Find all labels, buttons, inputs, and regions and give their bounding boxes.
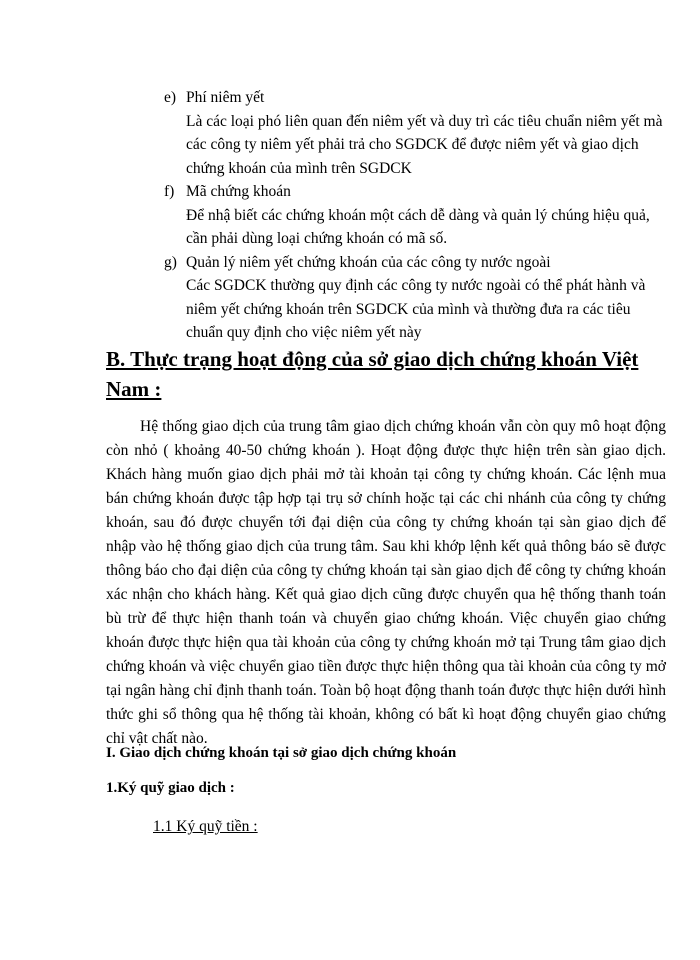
section-b-paragraph: Hệ thống giao dịch của trung tâm giao dịch chứng khoán vẫn còn quy mô hoạt động còn nhỏ ( khoảng 40-50 chứng khoán ). Hoạt động được thực hiện trên sàn giao dịch. Khách hàng muốn giao dịch phải mở tài khoản tại công ty chứng khoán. Các lệnh mua bán chứng khoán được tập hợp tại trụ sở chính hoặc tại các chi nhánh của công ty chứng khoán, sau đó được chuyển tới đại diện của công ty chứng khoán tại sàn giao dịch để nhập vào hệ thống giao dịch của trung tâm. Sau khi khớp lệnh kết quả thông báo sẽ được thông báo cho đại diện của công ty chứng khoán tại sàn giao dịch để công ty chứng khoán xác nhận cho khách hàng. Kết quả giao dịch cũng được chuyển qua hệ thống thanh toán bù trừ để thực hiện thanh toán và chuyển giao chứng khoán. Việc chuyển giao chứng khoán được thực hiện qua tài khoản của công ty chứng khoán mở tại Trung tâm giao dịch chứng khoán và việc chuyển giao tiền được thực hiện thông qua tài khoản của công ty mở tại ngân hàng chỉ định thanh toán. Toàn bộ hoạt động thanh toán được thực hiện dưới hình thức ghi sổ thông qua hệ thống tài khoản, không có bất kì hoạt động chuyển giao chứng chỉ vật chất nào. [106, 418, 666, 747]
list-item-title: Mã chứng khoán [186, 183, 291, 200]
heading-1: 1.Ký quỹ giao dịch : [106, 780, 235, 796]
list-item-text: Để nhậ biết các chứng khoán một cách dễ dàng và quản lý chúng hiệu quả, cần phải dùng loại chứng khoán có mã số. [186, 206, 650, 247]
section-b-heading: B. Thực trạng hoạt động của sở giao dịch chứng khoán Việt Nam : [106, 347, 639, 401]
list-marker: e) [164, 89, 177, 106]
list-item-f [164, 180, 664, 251]
list-item-title: Quản lý niêm yết chứng khoán của các công ty nước ngoài [186, 253, 551, 271]
list-marker: f) [164, 183, 175, 200]
list-item-text: Là các loại phó liên quan đến niêm yết và duy trì các tiêu chuẩn niêm yết mà các công ty niêm yết phải trả cho SGDCK để được niêm yết và giao dịch chứng khoán của mình trên SGDCK [186, 112, 663, 177]
heading-i: I. Giao dịch chứng khoán tại sở giao dịch chứng khoán [106, 745, 457, 761]
lettered-list [164, 86, 664, 345]
list-item-g [164, 251, 664, 345]
list-item-e [164, 86, 664, 180]
list-item-title: Phí niêm yết [186, 89, 265, 106]
list-marker: g) [164, 253, 177, 271]
list-item-text: Các SGDCK thường quy định các công ty nước ngoài có thể phát hành và niêm yết chứng khoán trên SGDCK của mình và thường đưa ra các tiêu chuẩn quy định cho việc niêm yết này [186, 277, 646, 341]
heading-1-1: 1.1 Ký quỹ tiền : [153, 818, 258, 835]
